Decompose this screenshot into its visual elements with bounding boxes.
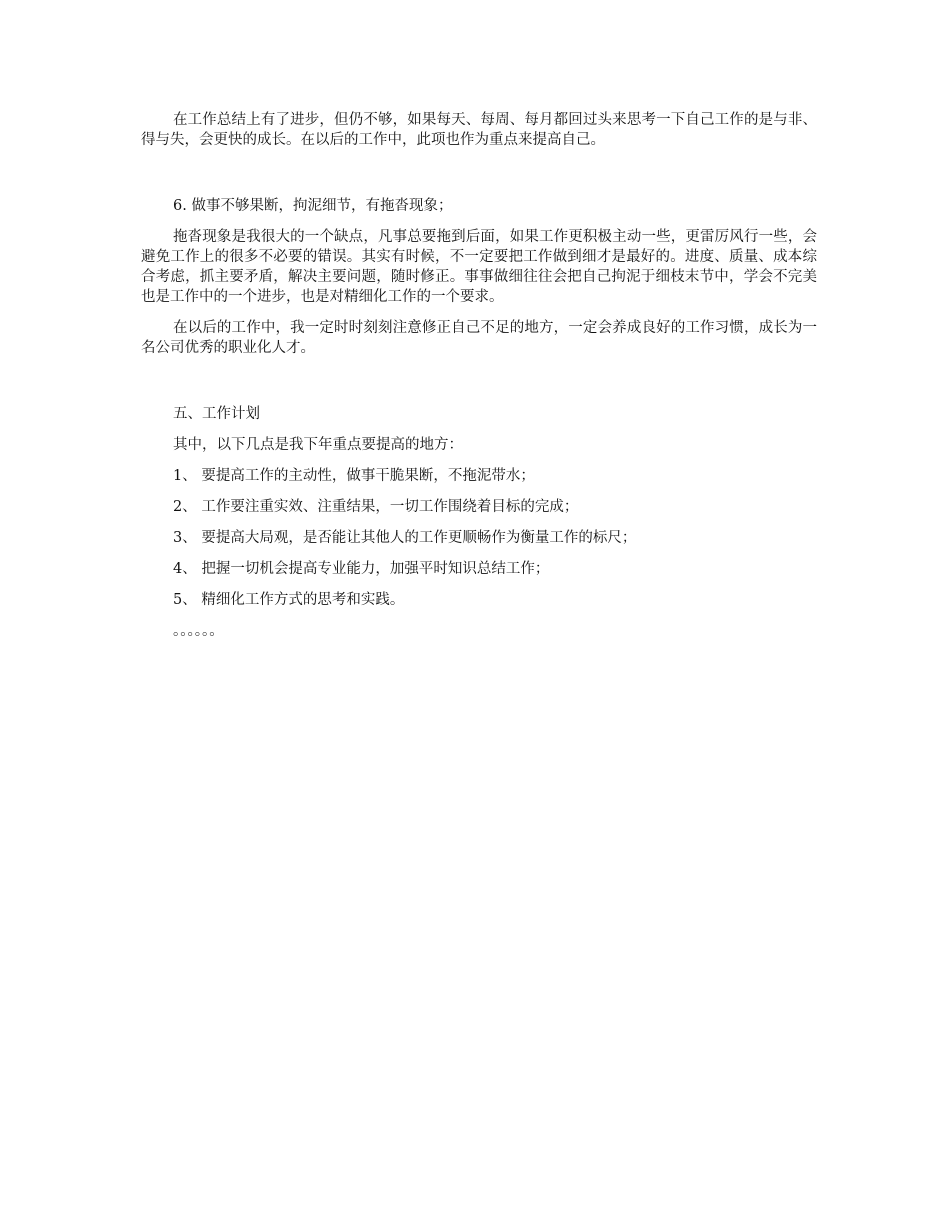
paragraph-work-summary: 在工作总结上有了进步，但仍不够，如果每天、每周、每月都回过头来思考一下自己工作的是与非、得与失，会更快的成长。在以后的工作中，此项也作为重点来提高自己。 <box>141 112 817 148</box>
ellipsis-marks: 。。。。。。 <box>173 623 224 639</box>
paragraph-improvement-commitment: 在以后的工作中，我一定时时刻刻注意修正自己不足的地方，一定会养成良好的工作习惯，成长为一名公司优秀的职业化人才。 <box>141 320 817 356</box>
document-body <box>141 110 817 641</box>
plan-item-1: 1、 要提高工作的主动性，做事干脆果断，不拖泥带水； <box>173 468 535 484</box>
plan-item-4: 4、 把握一切机会提高专业能力，加强平时知识总结工作； <box>173 561 550 577</box>
section-heading-work-plan: 五、工作计划 <box>173 406 260 422</box>
plan-item-2: 2、 工作要注重实效、注重结果，一切工作围绕着目标的完成； <box>173 499 579 515</box>
plan-item-3: 3、 要提高大局观，是否能让其他人的工作更顺畅作为衡量工作的标尺； <box>173 530 637 546</box>
paragraph-procrastination: 拖沓现象是我很大的一个缺点，凡事总要拖到后面，如果工作更积极主动一些，更雷厉风行一些，会避免工作上的很多不必要的错误。其实有时候，不一定要把工作做到细才是最好的。进度、质量、成本综合考虑，抓主要矛盾，解决主要问题，随时修正。事事做细往往会把自己拘泥于细枝末节中，学会不完美也是工作中的一个进步，也是对精细化工作的一个要求。 <box>141 229 817 305</box>
paragraph-plan-intro: 其中，以下几点是我下年重点要提高的地方： <box>173 437 463 453</box>
item-6-heading: 6. 做事不够果断，拘泥细节，有拖沓现象； <box>173 198 453 214</box>
plan-item-5: 5、 精细化工作方式的思考和实践。 <box>173 592 405 608</box>
